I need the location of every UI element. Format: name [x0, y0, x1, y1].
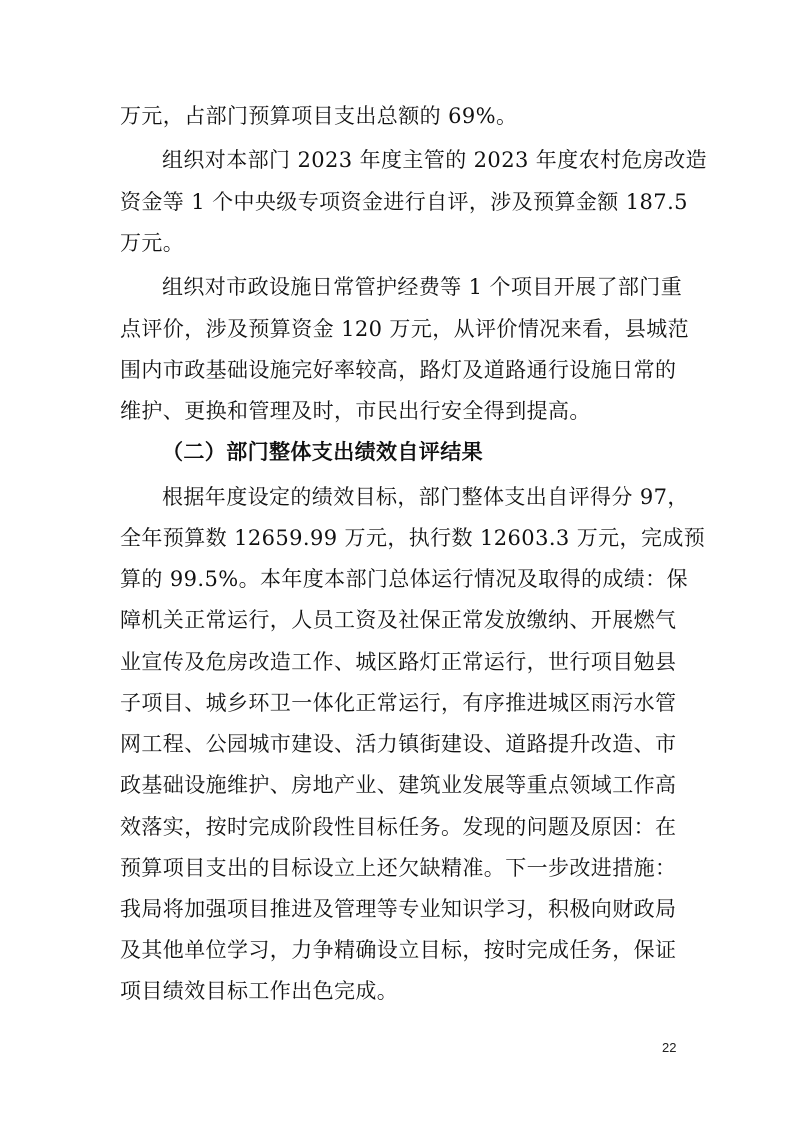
text-line: 政基础设施维护、房地产业、建筑业发展等重点领域工作高 [120, 773, 677, 797]
text-line: 资金等 1 个中央级专项资金进行自评，涉及预算金额 187.5 [120, 190, 688, 214]
text-line: 全年预算数 12659.99 万元，执行数 12603.3 万元，完成预 [120, 526, 706, 550]
text-line: 我局将加强项目推进及管理等专业知识学习，积极向财政局 [120, 897, 677, 921]
paragraph-first-line: 组织对市政设施日常管护经费等 1 个项目开展了部门重 [162, 275, 683, 299]
section-heading: （二）部门整体支出绩效自评结果 [162, 440, 483, 464]
text-line: 障机关正常运行，人员工资及社保正常发放缴纳、开展燃气 [120, 608, 677, 632]
paragraph-first-line: 组织对本部门 2023 年度主管的 2023 年度农村危房改造 [162, 148, 707, 172]
page-number: 22 [662, 1040, 677, 1055]
paragraph-first-line: 根据年度设定的绩效目标，部门整体支出自评得分 97， [162, 485, 689, 509]
text-line: 算的 99.5%。本年度本部门总体运行情况及取得的成绩：保 [120, 567, 688, 591]
text-line: 围内市政基础设施完好率较高，路灯及道路通行设施日常的 [120, 358, 677, 382]
text-line: 项目绩效目标工作出色完成。 [120, 979, 399, 1003]
text-line: 及其他单位学习，力争精确设立目标，按时完成任务，保证 [120, 938, 677, 962]
text-line: 业宣传及危房改造工作、城区路灯正常运行，世行项目勉县 [120, 650, 677, 674]
text-line: 点评价，涉及预算资金 120 万元，从评价情况来看，县城范 [120, 317, 690, 341]
text-line: 效落实，按时完成阶段性目标任务。发现的问题及原因：在 [120, 815, 677, 839]
text-line: 网工程、公园城市建设、活力镇街建设、道路提升改造、市 [120, 732, 677, 756]
text-line: 万元，占部门预算项目支出总额的 69%。 [120, 104, 518, 128]
text-line: 万元。 [120, 231, 185, 255]
text-line: 预算项目支出的目标设立上还欠缺精准。下一步改进措施： [120, 856, 677, 880]
text-line: 子项目、城乡环卫一体化正常运行，有序推进城区雨污水管 [120, 691, 677, 715]
text-line: 维护、更换和管理及时，市民出行安全得到提高。 [120, 399, 591, 423]
